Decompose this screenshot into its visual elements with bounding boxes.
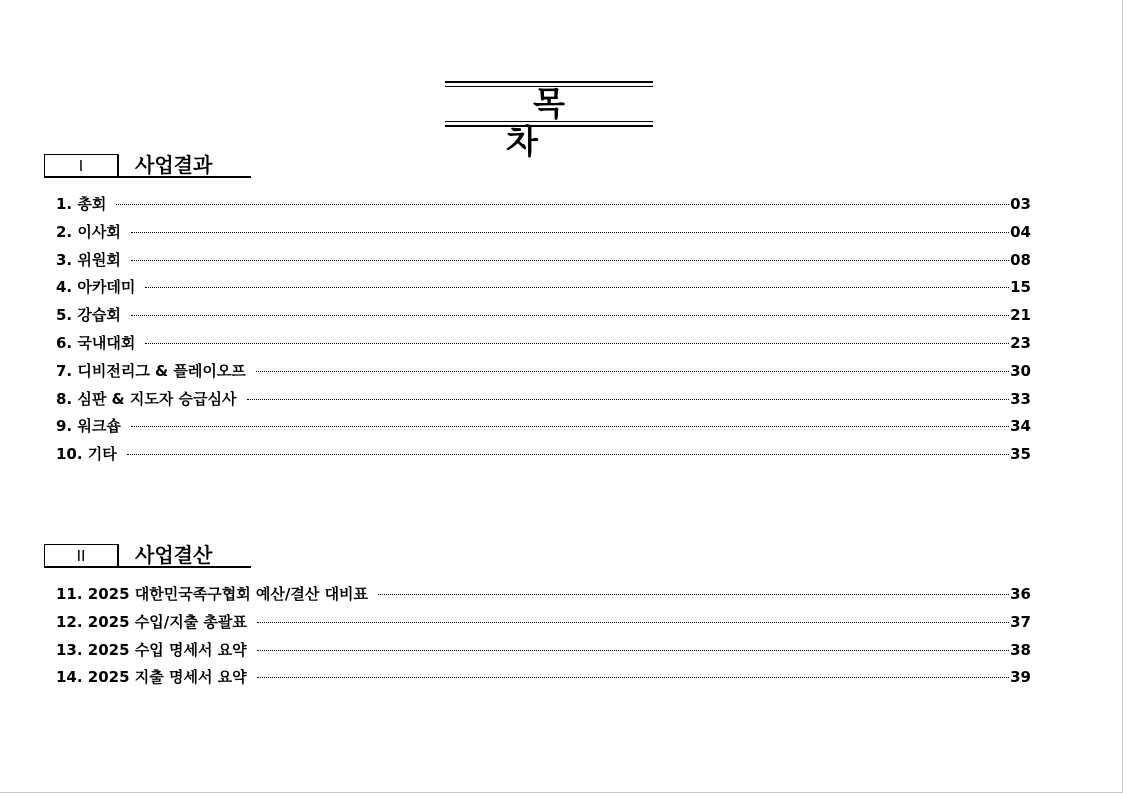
section-results <box>44 152 1034 471</box>
toc-entry[interactable] <box>44 639 1031 667</box>
toc-entry[interactable] <box>44 415 1031 443</box>
toc-entry[interactable] <box>44 443 1031 471</box>
toc-list <box>44 193 1034 471</box>
toc-entry[interactable] <box>44 193 1031 221</box>
toc-entry-label: 8. 심판 & 지도자 승급심사 <box>56 389 237 408</box>
toc-entry-label: 6. 국내대회 <box>56 333 136 352</box>
toc-entry[interactable] <box>44 666 1031 694</box>
toc-entry-label: 7. 디비전리그 & 플레이오프 <box>56 361 246 380</box>
toc-entry-page: 15 <box>1010 278 1031 297</box>
section-header <box>44 542 1034 572</box>
toc-entry-label: 10. 기타 <box>56 445 117 464</box>
toc-entry[interactable] <box>44 249 1031 277</box>
toc-entry-page: 03 <box>1010 195 1031 213</box>
toc-entry[interactable] <box>44 304 1031 332</box>
section-title: 사업결과 <box>118 154 251 178</box>
toc-entry[interactable] <box>44 360 1031 388</box>
toc-entry-page: 30 <box>1010 361 1031 380</box>
toc-entry-page: 36 <box>1010 585 1031 603</box>
toc-entry-page: 08 <box>1010 250 1031 269</box>
toc-entry[interactable] <box>44 611 1031 639</box>
toc-entry-page: 34 <box>1010 417 1031 436</box>
toc-entry-page: 33 <box>1010 389 1031 408</box>
toc-entry-label: 3. 위원회 <box>56 250 121 269</box>
toc-entry-label: 14. 2025 지출 명세서 요약 <box>56 668 247 687</box>
dot-leader <box>257 677 1009 678</box>
toc-title-block <box>445 80 653 161</box>
toc-entry[interactable] <box>44 221 1031 249</box>
toc-entry[interactable] <box>44 583 1031 611</box>
toc-entry-label: 1. 총회 <box>56 195 107 213</box>
title-rule-bottom-thin <box>445 121 653 122</box>
toc-entry-page: 21 <box>1010 306 1031 325</box>
section-title: 사업결산 <box>118 544 251 568</box>
dot-leader <box>131 232 1009 233</box>
dot-leader <box>145 343 1009 344</box>
dot-leader <box>145 287 1009 288</box>
dot-leader <box>131 260 1009 261</box>
toc-entry-label: 11. 2025 대한민국족구협회 예산/결산 대비표 <box>56 585 369 603</box>
dot-leader <box>256 371 1009 372</box>
section-header <box>44 152 1034 182</box>
toc-entry-page: 37 <box>1010 612 1031 631</box>
dot-leader <box>247 399 1010 400</box>
dot-leader <box>127 454 1009 455</box>
section-settlement <box>44 542 1034 694</box>
dot-leader <box>257 650 1009 651</box>
toc-entry-label: 2. 이사회 <box>56 222 121 241</box>
toc-list <box>44 583 1034 694</box>
toc-entry-page: 38 <box>1010 640 1031 659</box>
page-title: 목차 <box>506 84 619 161</box>
toc-entry-label: 13. 2025 수입 명세서 요약 <box>56 640 247 659</box>
section-numeral: I <box>44 154 118 178</box>
toc-entry-label: 4. 아카데미 <box>56 278 136 297</box>
dot-leader <box>131 426 1009 427</box>
toc-entry-page: 04 <box>1010 222 1031 241</box>
title-rule-top <box>445 81 653 83</box>
toc-entry-label: 5. 강습회 <box>56 306 121 325</box>
toc-entry-label: 9. 워크숍 <box>56 417 121 436</box>
toc-entry[interactable] <box>44 332 1031 360</box>
toc-entry-page: 39 <box>1010 668 1031 687</box>
dot-leader <box>131 315 1009 316</box>
toc-entry-page: 23 <box>1010 333 1031 352</box>
dot-leader <box>378 594 1009 595</box>
dot-leader <box>116 204 1009 205</box>
toc-entry-page: 35 <box>1010 445 1031 464</box>
toc-entry-label: 12. 2025 수입/지출 총괄표 <box>56 612 247 631</box>
toc-entry[interactable] <box>44 276 1031 304</box>
title-rule-bottom <box>445 125 653 127</box>
dot-leader <box>257 622 1009 623</box>
toc-entry[interactable] <box>44 388 1031 416</box>
section-numeral: II <box>44 544 118 568</box>
